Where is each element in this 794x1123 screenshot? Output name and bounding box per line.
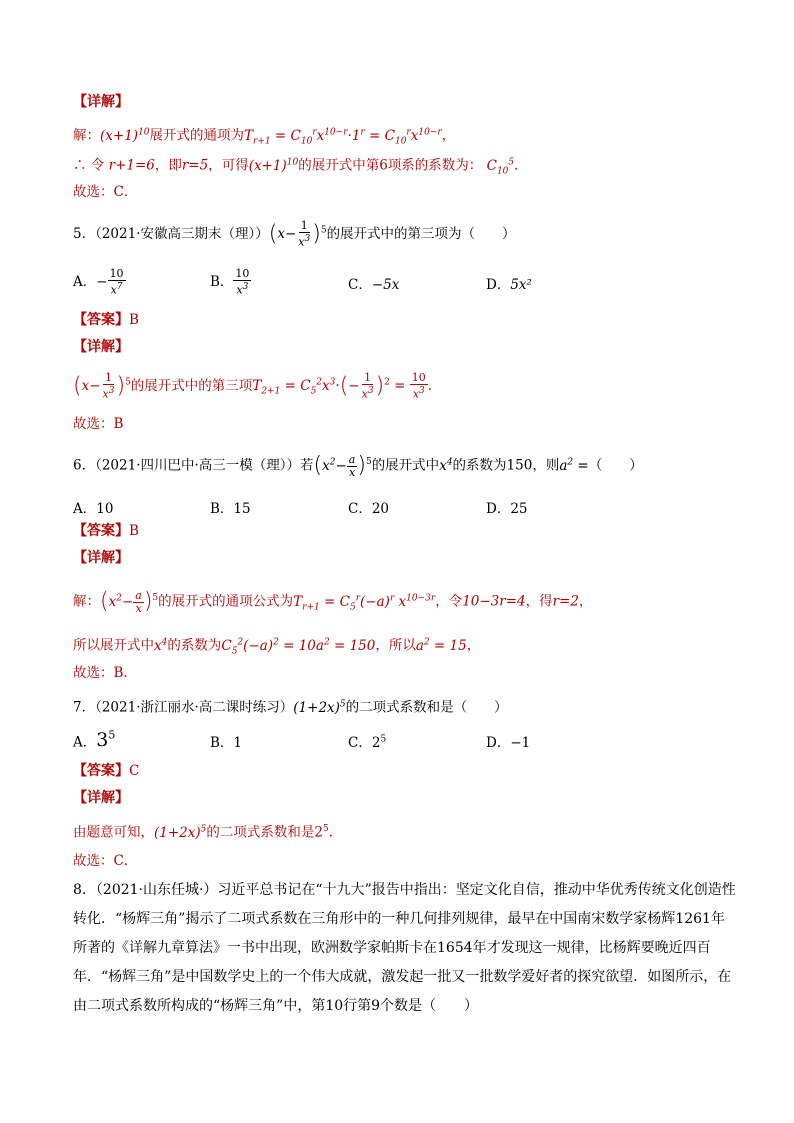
q6-stem-mid2: 的系数为 <box>452 457 507 474</box>
q6-option-d[interactable]: D．25 <box>486 501 528 517</box>
q6-stem-mid: 的展开式中 <box>371 457 440 474</box>
q5-option-b[interactable]: B． $\frac{10}{x^3}$ <box>210 267 250 297</box>
q7-choose: 故选：C． <box>73 853 138 869</box>
q5-source: 5．（2021·安徽高三期末（理）） <box>73 225 269 242</box>
q4-detail-line2: ∴ 令 r+1=6，即r=5，可得$(x+1)^{10}$的展开式中第6项系的系数为： $C_{10}^5$． <box>73 157 528 177</box>
q6-line2-mid: 的系数为 <box>167 637 222 654</box>
q8-stem: 8．（2021·山东任城·）习近平总书记在“十九大”报告中指出：坚定文化自信，推动中华优秀传统文化创造性转化．“杨辉三角”揭示了二项式系数在三角形中的一种几何排列规律，最早在中国南宋数学家杨辉1261年所著的《详解九章算法》一书中出现，欧洲数学家帕斯卡在1654年才发现这一规律，比杨辉要晚近四百年．“杨辉三角”是中国数学史上的一个伟大成就，激发起一批又一批数学爱好者的探究欲望．如图所示，在由二项式系数所构成的“杨辉三角”中，第10行第9个数是（ ） <box>73 882 736 1014</box>
q7-detail-suffix: 的二项式系数和是 <box>206 824 315 841</box>
q5-option-c-label: C． <box>348 277 372 293</box>
q7-detail-line: 由题意可知，$(1+2x)^5$的二项式系数和是$2^5$． <box>73 824 343 841</box>
q5-detail-end: ． <box>427 377 442 394</box>
q4-coeff: $C_{10}^5$ <box>482 157 515 177</box>
q5-option-b-label: B． <box>210 273 234 290</box>
q7-answer-value: C <box>129 763 140 779</box>
q4-term-number: 6 <box>379 157 388 174</box>
general-term-label: 展开式的通项为 <box>149 127 245 144</box>
q4-text-e: 项系的系数为： <box>387 157 483 174</box>
q5-question: 的展开式中的第三项为（ ） <box>326 225 516 242</box>
q6-stem-close: （ ） <box>588 457 643 474</box>
q7-detail-prefix: 由题意可知， <box>73 824 154 841</box>
solution-label: 解： <box>73 127 100 144</box>
q6-line2-end: ，所以 <box>375 637 416 654</box>
q5-answer <box>73 310 139 330</box>
q6-choose: 故选：B． <box>73 665 137 681</box>
q6-detail-let: ，令 <box>435 593 463 610</box>
q7-option-a-label: A． <box>73 734 97 751</box>
q7-option-c-label: C． <box>348 735 372 751</box>
q5-option-a-label: A． <box>73 273 97 290</box>
q6-source: 6．（2021·四川巴中·高三一模（理））若 <box>73 457 314 474</box>
q6-answer <box>73 521 139 541</box>
detail-tag: 【详解】 <box>73 94 129 110</box>
q7-answer <box>73 761 139 781</box>
q4-text-c: 的展开式中第 <box>298 157 380 174</box>
answer-tag: 【答案】 <box>73 523 129 539</box>
q6-option-b[interactable]: B．15 <box>210 501 251 517</box>
q7-stem: 7．（2021·浙江丽水·高二课时练习）$(1+2x)^5$的二项式系数和是（ ） <box>73 699 508 716</box>
q4-detail-line1: 解：$(x+1)^{10}$展开式的通项为$T_{r+1} = C_{10}^rx^{10-r}\cdot 1^r = C_{10}^rx^{10-r}$， <box>73 127 456 147</box>
q4-expr-binomial-2: $(x+1)^{10}$ <box>248 157 299 174</box>
therefore-let: ∴ 令 <box>73 157 105 174</box>
q5-option-a[interactable]: A．− $\frac{10}{x^7}$ <box>73 267 124 297</box>
q6-detail-get: ，得 <box>525 593 553 610</box>
q6-stem: 6．（2021·四川巴中·高三一模（理））若($x^2-$ $\frac{a}{x}$ )$^5$的展开式中$x^4$的系数为150，则$a^2$ =（ ） <box>73 452 643 479</box>
q7-option-c[interactable]: C．$2^5$ <box>348 734 387 751</box>
q7-option-d[interactable]: D．−1 <box>486 735 531 751</box>
q7-source: 7．（2021·浙江丽水·高二课时练习） <box>73 699 294 716</box>
q5-option-d-label: D． <box>486 277 511 293</box>
q5-fraction: $\frac{1}{x^3}$ <box>298 219 311 249</box>
q5-detail-text: 的展开式中的第三项 <box>130 377 253 394</box>
q5-answer-value: B <box>129 312 139 328</box>
q5-detail-tag: 【详解】 <box>73 339 129 355</box>
q6-detail-mid: 的展开式的通项公式为 <box>158 593 294 610</box>
q6-detail-line1: 解：($x^2-$ $\frac{a}{x}$ )$^5$的展开式的通项公式为$T_{r+1} = C_5^r(-a)^r$ $x^{10-3r}$，令10−3r=4，得r=2， <box>73 588 593 615</box>
q6-option-c[interactable]: C．20 <box>348 501 390 517</box>
q6-answer-value: B <box>129 523 139 539</box>
answer-tag: 【答案】 <box>73 763 129 779</box>
q5-option-d-value: 5x² <box>510 277 532 293</box>
q4-general-term: $T_{r+1} = C_{10}^rx^{10-r}\cdot 1^r = C_{10}^rx^{10-r}$ <box>244 127 442 147</box>
q6-detail-tag: 【详解】 <box>73 550 129 566</box>
q6-stem-value: 150 <box>506 457 533 474</box>
q6-option-a[interactable]: A．10 <box>73 501 114 517</box>
q7-detail-tag: 【详解】 <box>73 790 129 806</box>
q4-text-b: ，可得 <box>208 157 249 174</box>
q6-solution-label: 解： <box>73 593 100 610</box>
q7-option-a[interactable]: A．$3^5$ <box>73 729 116 752</box>
q6-line2-prefix: 所以展开式中 <box>73 637 154 654</box>
q4-eq-r: r=5 <box>181 157 209 174</box>
q4-choose: 故选：C． <box>73 184 138 200</box>
q4-expr-binomial: $(x+1)^{10}$ <box>100 127 150 144</box>
q5-choose: 故选：B <box>73 416 124 432</box>
q6-detail-line2: 所以展开式中$x^4$的系数为$C_5^2(-a)^2 = 10a^2 = 150$，所以$a^2 = 15$， <box>73 637 481 657</box>
q7-option-b[interactable]: B．1 <box>210 735 243 751</box>
q4-eq-r1: r+1=6 <box>104 157 155 174</box>
q5-option-c-value: −5x <box>371 277 400 293</box>
q5-detail-line: (x− $\frac{1}{x^3}$ )$^5$的展开式中的第三项$T_{2+1} = C_5^2x^3\cdot(-$ $\frac{1}{x^3}$ )$^2$ = $\frac{10}{x^3}$ ． <box>73 371 442 401</box>
q6-stem-end: ，则 <box>532 457 560 474</box>
q5-stem: 5．（2021·安徽高三期末（理））(x− $\frac{1}{x^3}$ )$^5$的展开式中的第三项为（ ） <box>73 219 516 249</box>
q4-text-a: ，即 <box>154 157 182 174</box>
q5-option-c[interactable] <box>348 273 399 293</box>
answer-tag: 【答案】 <box>73 312 129 328</box>
q7-question: 的二项式系数和是（ ） <box>345 699 508 716</box>
q5-option-d[interactable] <box>486 273 532 293</box>
